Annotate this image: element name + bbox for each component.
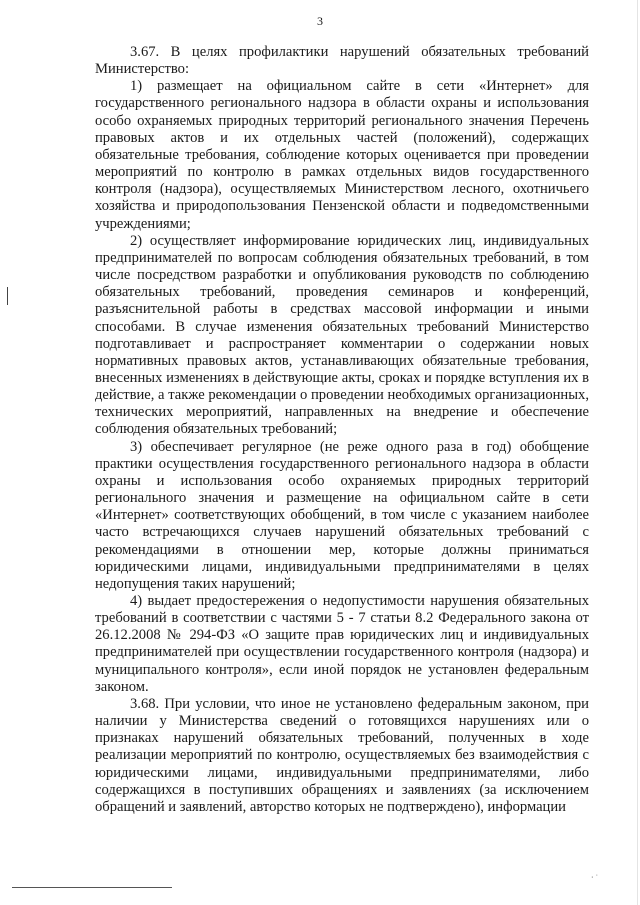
document-body bbox=[95, 44, 589, 816]
paragraph-item-2: 2) осуществляет информирование юридических лиц, индивидуальных предпринимателей по вопросам соблюдения обязательных требований, в том числе посредством разработки и опубликования руководств по соблюдению обязательных требований, проведения семинаров и конференций, разъяснительной работы в средствах массовой информации и иными способами. В случае изменения обязательных требований Министерство подготавливает и распространяет комментарии о содержании новых нормативных правовых актов, устанавливающих обязательные требования, внесенных изменениях в действующие акты, сроках и порядке вступления их в действие, а также рекомендации о проведении необходимых организационных, технических мероприятий, направленных на внедрение и обеспечение соблюдения обязательных требований; bbox=[95, 232, 589, 438]
page-number: 3 bbox=[317, 14, 323, 28]
margin-mark bbox=[7, 287, 8, 305]
footnote-divider bbox=[12, 887, 172, 888]
paragraph-item-4: 4) выдает предостережения о недопустимости нарушения обязательных требований в соответствии с частями 5 - 7 статьи 8.2 Федерального закона от 26.12.2008 № 294-ФЗ «О защите прав юридических лиц и индивидуальных предпринимателей при осуществлении государственного контроля (надзора) и муниципального контроля», если иной порядок не установлен федеральным законом. bbox=[95, 593, 589, 695]
paragraph-3-68: 3.68. При условии, что иное не установлено федеральным законом, при наличии у Министерства сведений о готовящихся нарушениях или о признаках нарушений обязательных требований, полученных в ходе реализации мероприятий по контролю, осуществляемых без взаимодействия с юридическими лицами, индивидуальными предпринимателями, либо содержащихся в поступивших обращениях и заявлениях (за исключением обращений и заявлений, авторство которых не подтверждено), информации bbox=[95, 695, 589, 815]
paragraph-3-67: 3.67. В целях профилактики нарушений обязательных требований Министерство: bbox=[95, 44, 589, 78]
paragraph-item-3: 3) обеспечивает регулярное (не реже одного раза в год) обобщение практики осуществления государственного регионального надзора в области охраны и использования особо охраняемых природных территорий регионального значения и размещение на официальном сайте в сети «Интернет» соответствующих обобщений, в том числе с указанием наиболее часто встречающихся случаев нарушений обязательных требований с рекомендациями в отношении мер, которые должны приниматься юридическими лицами, индивидуальными предпринимателями в целях недопущения таких нарушений; bbox=[95, 438, 589, 592]
paragraph-item-1: 1) размещает на официальном сайте в сети «Интернет» для государственного регионального надзора в области охраны и использования особо охраняемых природных территорий регионального значения Перечень правовых актов и их отдельных частей (положений), содержащих обязательные требования, соблюдение которых оценивается при проведении мероприятий по контролю в рамках отдельных видов государственного контроля (надзора), осуществляемых Министерством лесного, охотничьего хозяйства и природопользования Пензенской области и подведомственными учреждениями; bbox=[95, 78, 589, 232]
page-edge bbox=[637, 0, 638, 905]
scan-artifact-mark: ‧ ˙ bbox=[591, 873, 599, 882]
